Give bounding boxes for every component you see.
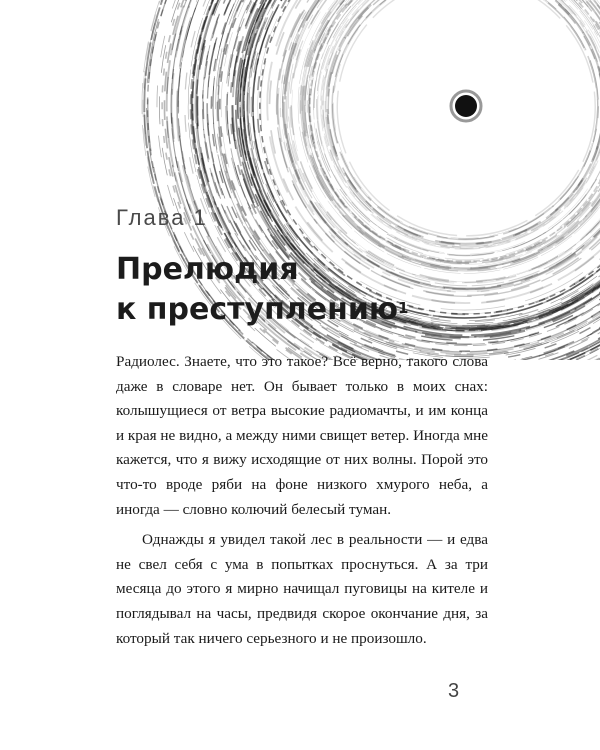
chapter-label: Глава 1 [116,205,208,230]
footnote-marker: 1 [398,299,409,317]
chapter-title-line-1: Прелюдия [116,252,299,287]
chapter-body [116,350,488,651]
chapter-title-line-2: к преступлению [116,292,399,327]
page-number: 3 [448,680,460,702]
vinyl-center-hole [455,95,477,117]
paragraph-2: Однажды я увидел такой лес в реальности — и едва не свел себя с ума в попытках проснуться. А за три месяца до этого я мирно начищал пуговицы на кителе и поглядывал на часы, предвидя скорое окончание дня, за который так ничего серьезного и не произошло. [116,531,488,647]
chapter-title [116,250,408,330]
paragraph-1: Радиолес. Знаете, что это такое? Всё верно, такого слова даже в словаре нет. Он бывает только в моих снах: колышущиеся от ветра высокие радиомачты, и им конца и края не видно, а между ними свищет ветер. Иногда мне кажется, что я вижу исходящие от них волны. Порой это что-то вроде ряби на фоне низкого хмурого неба, а иногда — словно колючий белесый туман. [116,353,488,518]
